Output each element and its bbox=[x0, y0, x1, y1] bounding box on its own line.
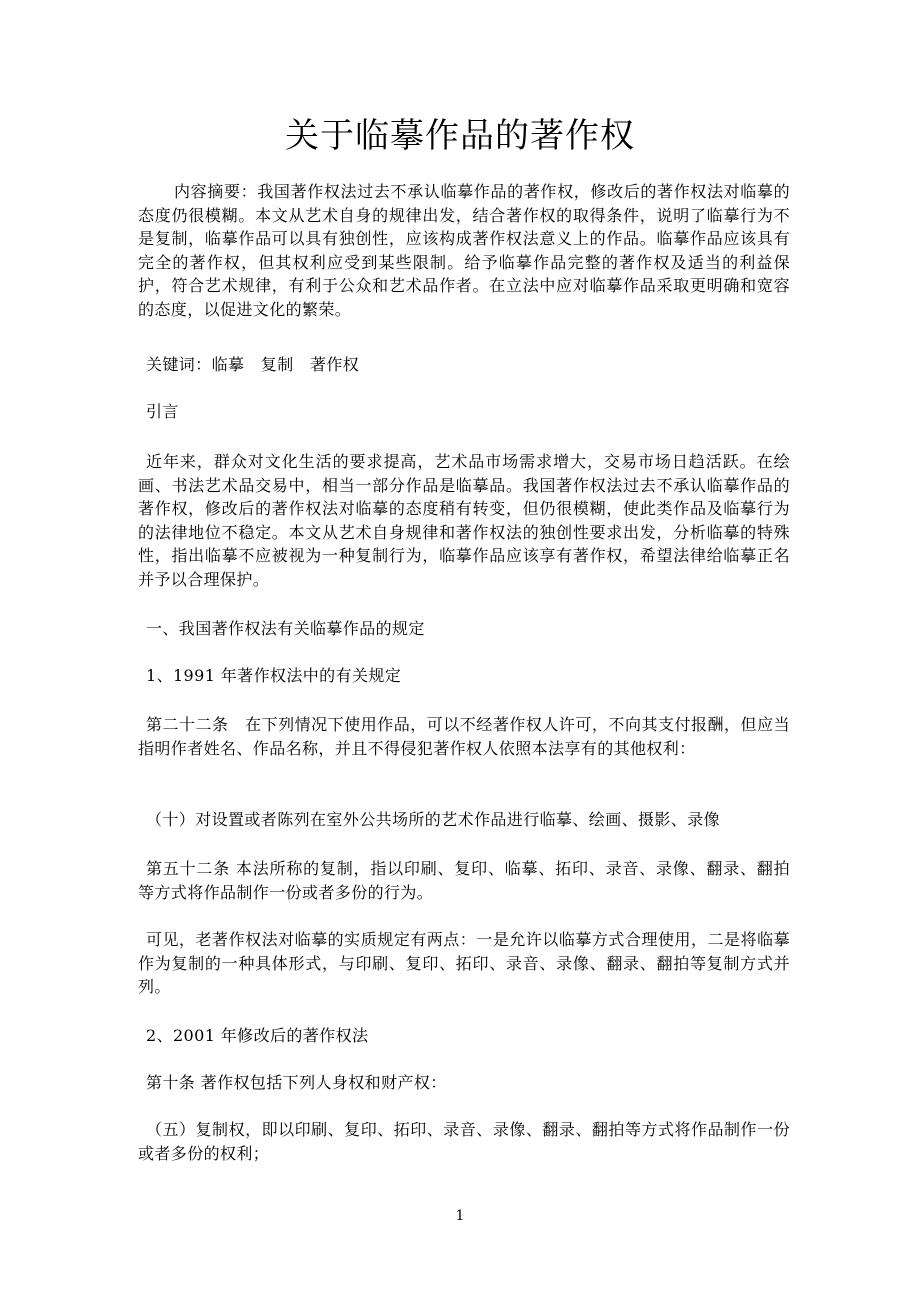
article-22-paragraph: 第二十二条 在下列情况下使用作品，可以不经著作权人许可，不向其支付报酬，但应当指明作者姓名、作品名称，并且不得侵犯著作权人依照本法享有的其他权利： bbox=[138, 715, 790, 758]
article-10-item-5: （五）复制权，即以印刷、复印、拓印、录音、录像、翻录、翻拍等方式将作品制作一份或者多份的权利； bbox=[138, 1120, 790, 1163]
subsection-1-heading: 1、1991 年著作权法中的有关规定 bbox=[146, 666, 402, 685]
section-1-heading: 一、我国著作权法有关临摹作品的规定 bbox=[146, 619, 425, 638]
intro-paragraph: 近年来，群众对文化生活的要求提高，艺术品市场需求增大，交易市场日趋活跃。在绘画、书法艺术品交易中，相当一部分作品是临摹品。我国著作权法过去不承认临摹作品的著作权，修改后的著作权法对临摹的态度稍有转变，但仍很模糊，使此类作品及临摹行为的法律地位不稳定。本文从艺术自身规律和著作权法的独创性要求出发，分析临摹的特殊性，指出临摹不应被视为一种复制行为，临摹作品应该享有著作权，希望法律给临摹正名并予以合理保护。 bbox=[138, 452, 790, 589]
document-title: 关于临摹作品的著作权 bbox=[285, 116, 635, 156]
abstract-paragraph: 内容摘要：我国著作权法过去不承认临摹作品的著作权，修改后的著作权法对临摹的态度仍很模糊。本文从艺术自身的规律出发，结合著作权的取得条件，说明了临摹行为不是复制，临摹作品可以具有独创性，应该构成著作权法意义上的作品。临摹作品应该具有完全的著作权，但其权利应受到某些限制。给予临摹作品完整的著作权及适当的利益保护，符合艺术规律，有利于公众和艺术品作者。在立法中应对临摹作品采取更明确和宽容的态度，以促进文化的繁荣。 bbox=[138, 182, 790, 319]
intro-heading: 引言 bbox=[146, 402, 179, 421]
subsection-2-heading: 2、2001 年修改后的著作权法 bbox=[146, 1026, 369, 1045]
keywords-line: 关键词：临摹 复制 著作权 bbox=[146, 355, 360, 374]
article-52-paragraph: 第五十二条 本法所称的复制，指以印刷、复印、临摹、拓印、录音、录像、翻录、翻拍等方式将作品制作一份或者多份的行为。 bbox=[138, 859, 790, 902]
analysis-paragraph: 可见，老著作权法对临摹的实质规定有两点：一是允许以临摹方式合理使用，二是将临摹作为复制的一种具体形式，与印刷、复印、拓印、录音、录像、翻录、翻拍等复制方式并列。 bbox=[138, 930, 790, 996]
article-10-paragraph: 第十条 著作权包括下列人身权和财产权： bbox=[146, 1073, 447, 1092]
page-number: 1 bbox=[455, 1208, 465, 1224]
article-22-item-10: （十）对设置或者陈列在室外公共场所的艺术作品进行临摹、绘画、摄影、录像 bbox=[146, 810, 721, 829]
